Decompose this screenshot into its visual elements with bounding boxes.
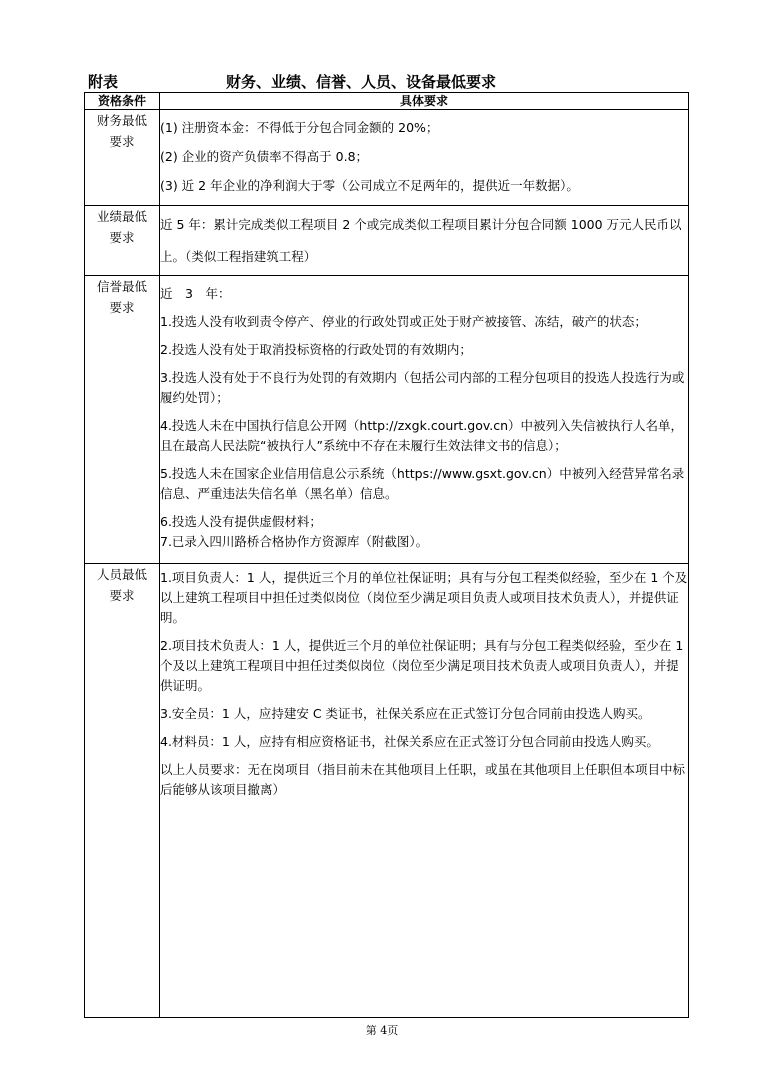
label-line: 要求: [109, 588, 135, 603]
table-header-row: [85, 93, 689, 110]
list-item: 6.投选人没有提供虚假材料；: [160, 514, 322, 529]
list-item: 4.投选人未在中国执行信息公开网（http://zxgk.court.gov.cn）中被列入失信被执行人名单，且在最高人民法院“被执行人”系统中不存在未履行生效法律文书的信息）；: [160, 418, 684, 453]
list-item: 5.投选人未在国家企业信用信息公示系统（https://www.gsxt.gov.cn）中被列入经营异常名录信息、严重违法失信名单（黑名单）信息。: [160, 466, 685, 501]
document-title: 财务、业绩、信誉、人员、设备最低要求: [226, 73, 497, 91]
label-line: 业绩最低: [96, 209, 147, 224]
list-item: 2.项目技术负责人：1 人，提供近三个月的单位社保证明；具有与分包工程类似经验，至少在 1 个及以上建筑工程项目中担任过类似岗位（岗位至少满足项目技术负责人或项目负责人），并提供证明。: [160, 638, 684, 693]
label-line: 要求: [109, 300, 135, 315]
list-item: 1.投选人没有收到责令停产、停业的行政处罚或正处于财产被接管、冻结，破产的状态；: [160, 314, 647, 329]
table-row-performance: [85, 206, 689, 276]
requirements-table: [84, 92, 689, 1018]
header-requirements: 具体要求: [160, 93, 689, 110]
list-item: 3.投选人没有处于不良行为处罚的有效期内（包括公司内部的工程分包项目的投选人投选行为或履约处罚）；: [160, 370, 685, 405]
label-line: 人员最低: [96, 567, 147, 582]
title-prefix: 附表: [88, 73, 119, 91]
label-line: 要求: [109, 230, 135, 245]
list-item: (3) 近 2 年企业的净利润大于零（公司成立不足两年的，提供近一年数据）。: [160, 178, 579, 193]
row-content-personnel: [160, 564, 689, 1018]
list-item: (2) 企业的资产负债率不得高于 0.8；: [160, 149, 369, 164]
list-item: 以上人员要求：无在岗项目（指目前未在其他项目上任职，或虽在其他项目上任职但本项目中标后能够从该项目撤离）: [160, 762, 686, 797]
list-item: 3.安全员：1 人，应持建安 C 类证书，社保关系应在正式签订分包合同前由投选人购买。: [160, 706, 651, 721]
list-item: 近 3 年：: [160, 286, 231, 301]
row-content-reputation: [160, 276, 689, 564]
list-item: 2.投选人没有处于取消投标资格的行政处罚的有效期内；: [160, 342, 472, 357]
label-line: 信誉最低: [96, 279, 147, 294]
row-label-performance: [85, 206, 160, 276]
list-item: 7.已录入四川路桥合格协作方资源库（附截图）。: [160, 534, 429, 549]
label-line: 要求: [109, 134, 135, 149]
page-number: 第 4页: [365, 1024, 399, 1037]
row-content-performance: [160, 206, 689, 276]
list-item: (1) 注册资本金：不得低于分包合同金额的 20%；: [160, 120, 439, 135]
table-row-financial: [85, 110, 689, 206]
row-label-financial: [85, 110, 160, 206]
row-label-personnel: [85, 564, 160, 1018]
label-line: 财务最低: [96, 113, 147, 128]
title-row: [88, 71, 688, 93]
table-row-personnel: [85, 564, 689, 1018]
table-row-reputation: [85, 276, 689, 564]
row-content-financial: [160, 110, 689, 206]
list-item: 1.项目负责人：1 人，提供近三个月的单位社保证明；具有与分包工程类似经验，至少在 1 个及以上建筑工程项目中担任过类似岗位（岗位至少满足项目负责人或项目技术负责人），并提供证明。: [160, 570, 688, 625]
header-qualification: 资格条件: [85, 93, 160, 110]
list-item: 近 5 年：累计完成类似工程项目 2 个或完成类似工程项目累计分包合同额 1000 万元人民币以上。（类似工程指建筑工程）: [160, 217, 682, 264]
row-label-reputation: [85, 276, 160, 564]
list-item: 4.材料员：1 人，应持有相应资格证书，社保关系应在正式签订分包合同前由投选人购买。: [160, 734, 659, 749]
